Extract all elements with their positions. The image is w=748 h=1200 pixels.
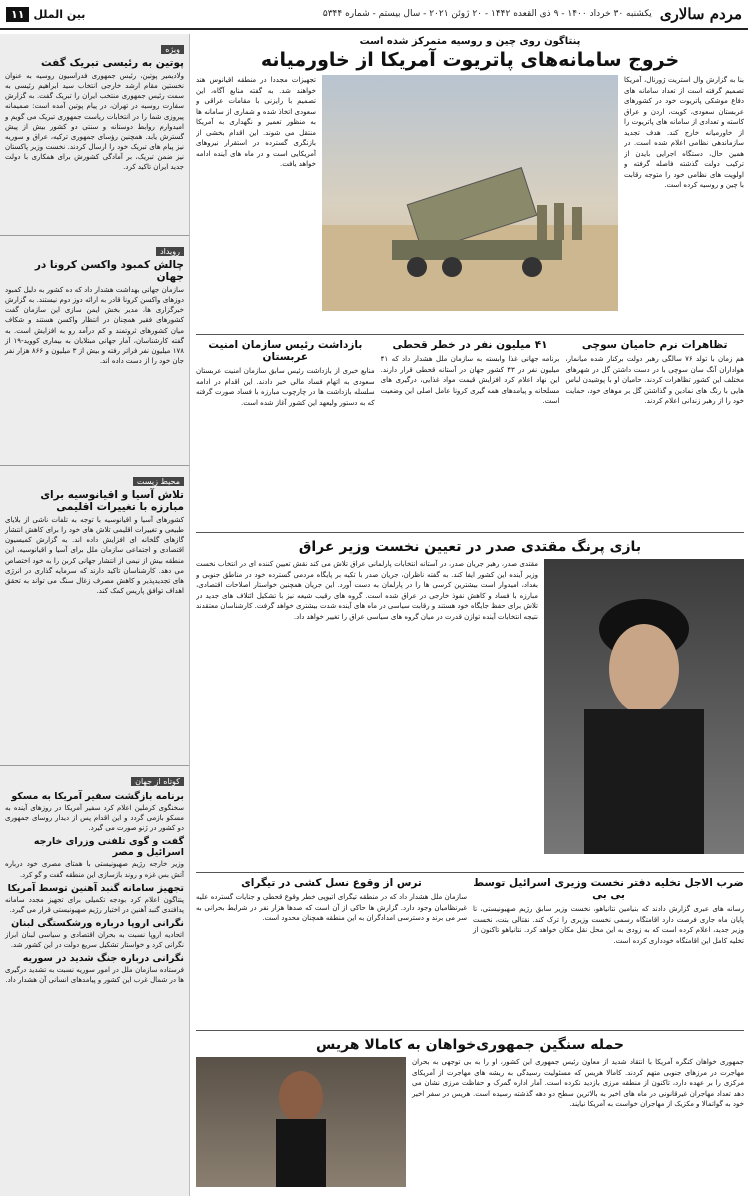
lower-stories — [196, 872, 744, 1030]
brief-item — [5, 883, 184, 915]
harris-headline: حمله سنگین جمهوری‌خواهان به کامالا هریس — [316, 1037, 624, 1053]
brief-title: برنامه بازگشت سفیر آمریکا به مسکو — [11, 791, 184, 802]
story-tigray — [196, 875, 467, 1030]
lead-column: تجهیزات مجددا در منطقه اقیانوس هند خواهند شد. به گفته منابع آگاه، این تصمیم با رایزنی با مقامات عراقی و سعودی اتخاذ شده و شماری از سامانه ها به منظور تعمیر و نگهداری به آمریکا منتقل می شوند. این اقدام بخشی از بازنگری گسترده در استقرار نیروهای آمریکایی است و در ماه های آینده ادامه خواهد یافت. — [196, 76, 316, 168]
sidebar-text: سازمان جهانی بهداشت هشدار داد که ده کشور به دلیل کمبود دوزهای واکسن کرونا قادر به ارائه دوز دوم نیستند. به گزارش خبرگزاری ها، مدیر بخش ایمن سازی این سازمان گفت کشورهای فقیر همچنان در انتظار واکسن هستند و شکاف میان کشورهای ثروتمند و کم درآمد رو به افزایش است. به گفته کارشناسان، آمار جهانی مبتلایان به بیماری کووید-۱۹ از ۱۷۸ میلیون نفر فراتر رفته و بیش از ۳ میلیون و ۸۶۶ هزار نفر جان خود را از دست داده اند. — [5, 286, 184, 365]
cleric-portrait-illustration — [544, 559, 744, 854]
brief-item — [5, 836, 184, 879]
story-suu-kyi — [565, 337, 744, 532]
section-name: بین الملل — [33, 7, 86, 21]
lead-column: بنا به گزارش وال استریت ژورنال، آمریکا تصمیم گرفته است از تعداد سامانه های دفاع موشکی پاتریوت خود در کشورهای عربستان سعودی، کویت، اردن و عراق کاسته و تعدادی از سامانه های پاتریوت را از خاورمیانه خارج کند. هدف تجدید سازماندهی نظامی اعلام شده است. در همین حال، دستگاه اجرایی بایدن از ترکیب دولت گذشته فاصله گرفته و اولویت های نظامی خود را متوجه رقابت با چین و روسیه کرده است. — [624, 76, 744, 189]
sadr-photo — [544, 559, 744, 854]
masthead: مردم سالاری — [659, 5, 742, 23]
story-body: هم زمان با تولد ۷۶ سالگی رهبر دولت برکنار شده میانمار، هواداران آنگ سان سوچی با در دست داشتن گل در شهرهای مختلف این کشور تظاهرات کردند. حامیان او با پوشیدن لباس هایی با رنگ های نمادین و گذاشتن گل بر موهای خود، حمایت خود را از رهبر زندانی اعلام کردند. — [565, 355, 744, 405]
lead-kicker: پنتاگون روی چین و روسیه متمرکز شده است — [359, 36, 581, 47]
patriot-launcher-illustration — [322, 75, 618, 311]
brief-item — [5, 791, 184, 833]
brief-title: تجهیز سامانه گنبد آهنین توسط آمریکا — [7, 882, 184, 894]
brief-item — [5, 918, 184, 950]
iraq-body: مقتدی صدر، رهبر جریان صدر، در آستانه انتخابات پارلمانی عراق تلاش می کند نقش تعیین کننده ای در انتخاب نخست وزیر آینده این کشور ایفا کند. به گفته ناظران، جریان صدر با تکیه بر پایگاه مردمی گسترده خود در مناطق جنوبی و بغداد، امیدوار است بیشترین کرسی ها را در پارلمان به دست آورد. این جریان همچنین خواستار اصلاحات اقتصادی، مبارزه با فساد و کاهش نفوذ خارجی در عراق شده است. گروه های رقیب شیعه نیز با تشکیل ائتلاف های جدید در تلاش برای حفظ جایگاه خود هستند و رقابت سیاسی در ماه های آینده شدت بیشتری خواهد گرفت. کارشناسان معتقدند نتیجه انتخابات آینده توازن قدرت در میان گروه های سیاسی عراق را تغییر خواهد داد. — [196, 560, 538, 621]
sidebar-block-briefs — [0, 766, 189, 990]
patriot-photo — [322, 75, 618, 311]
sidebar-label: محیط زیست — [133, 477, 184, 486]
story-body: برنامه جهانی غذا وابسته به سازمان ملل هشدار داد که ۴۱ میلیون نفر در ۴۳ کشور جهان در آستانه قحطی قرار دارند. این نهاد اعلام کرد افزایش قیمت مواد غذایی، درگیری های مسلحانه و پیامدهای همه گیری کرونا عامل اصلی این وضعیت است. — [380, 355, 560, 405]
sidebar-label: کوتاه از جهان — [131, 777, 184, 786]
brief-title: نگرانی اروپا درباره ورشکستگی لبنان — [11, 917, 184, 929]
brief-title: گفت و گوی تلفنی وزرای خارجه اسرائیل و مصر — [33, 836, 184, 859]
issue-line: یکشنبه ۳۰ خرداد ۱۴۰۰ - ۹ ذی القعده ۱۴۴۲ - ۲۰ ژوئن ۲۰۲۱ - سال بیستم - شماره ۵۳۴۴ — [322, 9, 652, 19]
iraq-story — [196, 532, 744, 872]
harris-portrait-illustration — [196, 1057, 406, 1187]
story-headline: ۴۱ میلیون نفر در خطر قحطی — [392, 339, 548, 351]
harris-body: جمهوری خواهان کنگره آمریکا با انتقاد شدید از معاون رئیس جمهوری این کشور، او را به بی توجهی به بحران مهاجرت در مرزهای جنوبی متهم کردند. کامالا هریس که مسئولیت رسیدگی به ریشه های مهاجرت از آمریکای مرکزی را بر عهده دارد، تاکنون از منطقه مرزی بازدید نکرده است. آمار اداره گمرک و حفاظت مرزی نشان می دهد تعداد مهاجران غیرقانونی در ماه های اخیر به بالاترین سطح دو دهه گذشته رسیده است. هریس در سفر اخیر خود به گواتمالا و مکزیک از مهاجران خواست به آمریکا نیایند. — [412, 1058, 744, 1108]
sidebar-text: ولادیمیر پوتین، رئیس جمهوری فدراسیون روسیه به عنوان نخستین مقام ارشد خارجی انتخاب سید ابراهیم رئیسی به سمت رئیس جمهوری منتخب ایران را تبریک گفت. به گزارش سفارت روسیه در تهران، در پیام پوتین آمده است: صمیمانه پیروزی شما را در انتخابات ریاست جمهوری تبریک می گویم و امیدوارم روابط دوستانه و سنتی دو کشور بیش از پیش گسترش یابد. همچنین رؤسای جمهوری ترکیه، عراق و سوریه نیز پیام های تبریک خود را ارسال کردند. نخست وزیر پاکستان نیز ضمن تبریک، بر آمادگی کشورش برای همکاری با دولت جدید ایران تاکید کرد. — [5, 72, 184, 172]
sidebar-title: تلاش آسیا و اقیانوسیه برای مبارزه با تغییرات اقلیمی — [40, 489, 184, 513]
harris-story — [196, 1030, 744, 1192]
iraq-headline: بازی پرنگ مقتدی صدر در تعیین نخست وزیر عراق — [298, 539, 642, 555]
story-famine — [381, 337, 560, 532]
sidebar-block-putin — [0, 34, 189, 236]
story-body: رسانه های عبری گزارش دادند که بنیامین نتانیاهو، نخست وزیر سابق رژیم صهیونیستی، تا پایان ماه جاری فرصت دارد اقامتگاه رسمی نخست وزیری را ترک کند. نفتالی بنت، نخست وزیر جدید، اعلام کرده است که به زودی به این محل نقل مکان خواهد کرد. نتانیاهو تاکنون از تخلیه کامل این اقامتگاه خودداری کرده است. — [473, 905, 744, 945]
story-body: سازمان ملل هشدار داد که در منطقه تیگرای اتیوپی خطر وقوع قحطی و جنایات گسترده علیه غیرنظامیان وجود دارد. گزارش ها حاکی از آن است که صدها هزار نفر در شرایط بحرانی به سر می برند و دسترسی امدادگران به این منطقه همچنان محدود است. — [196, 893, 467, 922]
page-header — [0, 0, 748, 30]
harris-photo — [196, 1057, 406, 1187]
brief-text: اتحادیه اروپا نسبت به بحران اقتصادی و سیاسی لبنان ابراز نگرانی کرد و خواستار تشکیل سریع دولت در این کشور شد. — [5, 930, 184, 950]
sidebar-title: چالش کمبود واکسن کرونا در جهان — [34, 259, 184, 283]
sidebar-block-climate — [0, 466, 189, 766]
sidebar — [0, 34, 190, 1196]
mid-stories — [196, 334, 744, 532]
sidebar-block-vaccine — [0, 236, 189, 466]
brief-text: فرستاده سازمان ملل در امور سوریه نسبت به تشدید درگیری ها در شمال غرب این کشور و پیامدهای انسانی آن هشدار داد. — [5, 966, 184, 985]
brief-item — [5, 953, 184, 985]
story-headline: بازداشت رئیس سازمان امنیت عربستان — [208, 339, 363, 363]
story-headline: تظاهرات نرم حامیان سوچی — [581, 339, 728, 351]
sidebar-label: رویداد — [156, 247, 184, 256]
sidebar-text: کشورهای آسیا و اقیانوسیه با توجه به تلفات ناشی از بلایای طبیعی و تغییرات اقلیمی تلاش های خود را برای کاهش انتشار گازهای گلخانه ای افزایش داده اند. به گزارش کمیسیون اقتصادی و اجتماعی سازمان ملل برای آسیا و اقیانوسیه، این منطقه بیش از نیمی از انتشار جهانی کربن را به خود اختصاص می دهد. کارشناسان تاکید دارند که سرمایه گذاری در انرژی های تجدیدپذیر و کاهش مصرف زغال سنگ می تواند به تحقق اهداف توافق پاریس کمک کند. — [5, 516, 184, 595]
lead-story — [196, 34, 744, 334]
story-headline: ضرب الاجل تخلیه دفتر نخست وزیری اسرائیل توسط بی بی — [473, 877, 744, 901]
brief-text: وزیر خارجه رژیم صهیونیستی با همتای مصری خود درباره آتش بس غزه و روند بازسازی این منطقه گفت و گو کرد. — [5, 860, 184, 879]
story-netanyahu — [473, 875, 744, 1030]
story-saudi-arrest — [196, 337, 375, 532]
main-content — [196, 34, 744, 1196]
brief-text: پنتاگون اعلام کرد بودجه تکمیلی برای تجهیز مجدد سامانه پدافندی گنبد آهنین در اختیار رژیم صهیونیستی قرار می گیرد. — [5, 895, 184, 914]
page-number: ۱۱ — [6, 7, 29, 22]
brief-text: سخنگوی کرملین اعلام کرد سفیر آمریکا در روزهای آینده به مسکو بازمی گردد و این اقدام پس از دیدار روسای جمهوری دو کشور در ژنو صورت می گیرد. — [5, 804, 184, 833]
story-body: منابع خبری از بازداشت رئیس سابق سازمان امنیت عربستان سعودی به اتهام فساد مالی خبر دادند. این اقدام در ادامه سلسله بازداشت ها در چارچوب مبارزه با فساد صورت گرفته که به دستور ولیعهد این کشور آغاز شده است. — [196, 367, 375, 407]
section-tag — [6, 7, 85, 22]
sidebar-title: پوتین به رئیسی تبریک گفت — [41, 57, 184, 69]
brief-title: نگرانی درباره جنگ شدید در سوریه — [22, 953, 184, 965]
story-headline: ترس از وقوع نسل کشی در تیگرای — [241, 877, 422, 889]
lead-headline: خروج سامانه‌های پاتریوت آمریکا از خاورمیانه — [260, 49, 680, 71]
sidebar-label: ویژه — [161, 45, 184, 54]
